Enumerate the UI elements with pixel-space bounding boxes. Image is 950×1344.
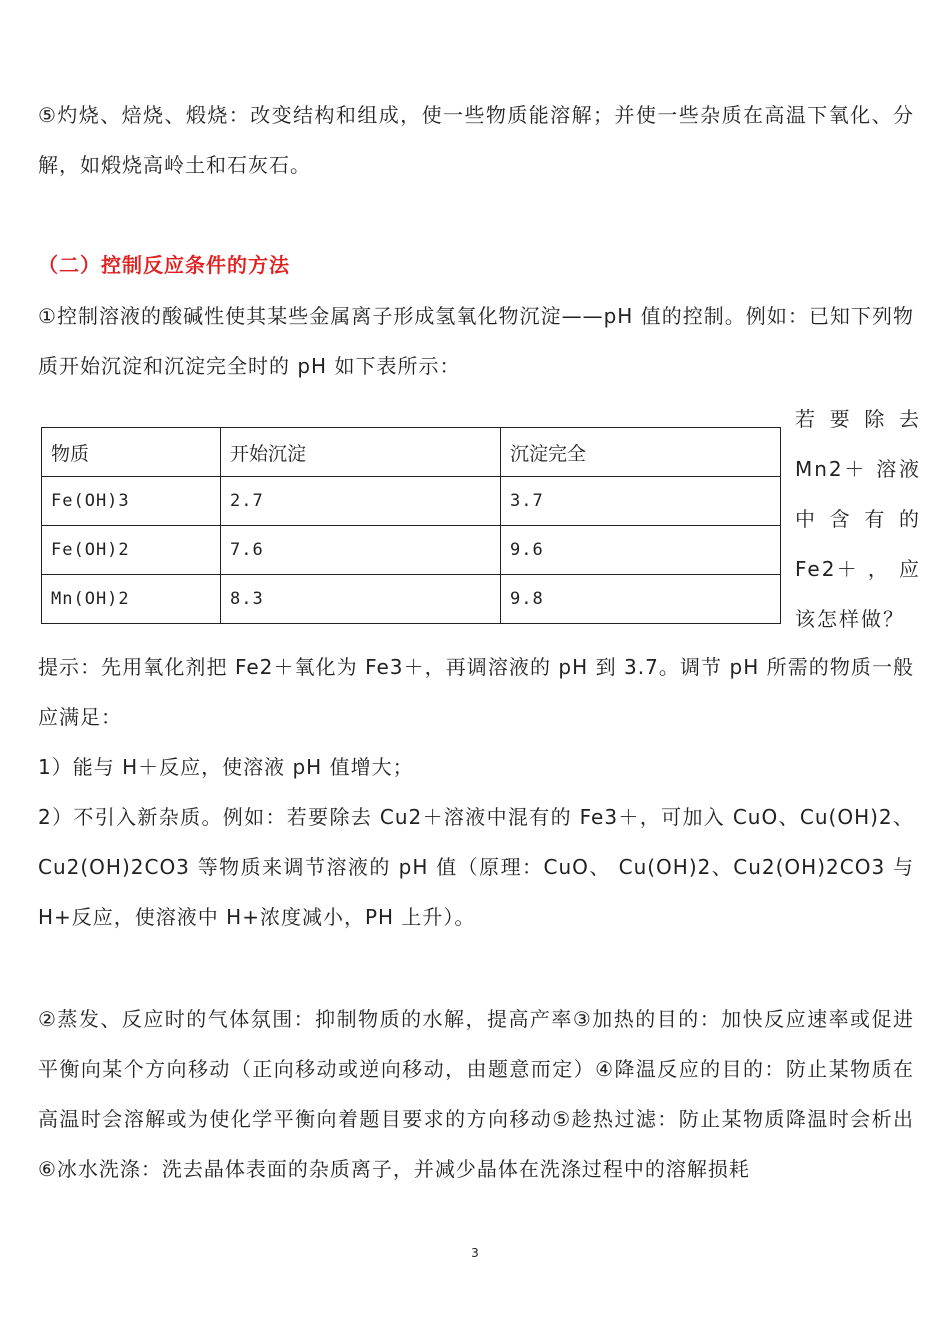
table-header-row — [42, 428, 781, 477]
condition-1: 1）能与 H＋反应，使溶液 pH 值增大； — [38, 755, 414, 779]
paragraph-ph-control: ①控制溶液的酸碱性使其某些金属离子形成氢氧化物沉淀——pH 值的控制。例如：已知下列物质开始沉淀和沉淀完全时的 pH 如下表所示： — [38, 304, 914, 378]
table-header-cell: 开始沉淀 — [221, 428, 501, 477]
table-cell: 9.6 — [501, 526, 781, 575]
paragraph-calcination: ⑤灼烧、焙烧、煅烧：改变结构和组成，使一些物质能溶解；并使一些杂质在高温下氧化、分解，如煅烧高岭土和石灰石。 — [38, 103, 914, 177]
table-row — [42, 477, 781, 526]
side-question-line: Mn2＋ 溶液 — [795, 457, 921, 481]
table-row — [42, 575, 781, 624]
side-question — [795, 394, 921, 644]
side-question-line: 若要除去 — [795, 407, 921, 431]
side-question-line: Fe2＋ ， 应 — [795, 557, 921, 581]
section-heading: （二）控制反应条件的方法 — [38, 253, 290, 277]
condition-2: 2）不引入新杂质。例如：若要除去 Cu2＋溶液中混有的 Fe3＋，可加入 CuO、Cu(OH)2、 Cu2(OH)2CO3 等物质来调节溶液的 pH 值（原理：CuO、 Cu(OH)2、Cu2(OH)2CO3 与 H+反应，使溶液中 H+浓度减小，PH 上升）。 — [38, 805, 914, 929]
table-header-cell: 沉淀完全 — [501, 428, 781, 477]
side-question-line: 该怎样做？ — [795, 607, 905, 631]
side-question-line: 中含有的 — [795, 507, 921, 531]
table-cell: Fe(OH)3 — [42, 477, 221, 526]
table-cell: 2.7 — [221, 477, 501, 526]
table-cell: 9.8 — [501, 575, 781, 624]
page-number: 3 — [471, 1246, 479, 1260]
paragraph-hint: 提示：先用氧化剂把 Fe2＋氧化为 Fe3＋，再调溶液的 pH 到 3.7。调节 pH 所需的物质一般应满足： — [38, 655, 914, 729]
table-cell: 8.3 — [221, 575, 501, 624]
ph-table — [41, 427, 781, 624]
table-cell: 3.7 — [501, 477, 781, 526]
table-row — [42, 526, 781, 575]
paragraph-conditions: ②蒸发、反应时的气体氛围：抑制物质的水解，提高产率③加热的目的：加快反应速率或促进平衡向某个方向移动（正向移动或逆向移动，由题意而定）④降温反应的目的：防止某物质在高温时会溶解或为使化学平衡向着题目要求的方向移动⑤趁热过滤：防止某物质降温时会析出⑥冰水洗涤：洗去晶体表面的杂质离子，并减少晶体在洗涤过程中的溶解损耗 — [38, 1007, 914, 1181]
table-header-cell: 物质 — [42, 428, 221, 477]
table-cell: Fe(OH)2 — [42, 526, 221, 575]
table-cell: Mn(OH)2 — [42, 575, 221, 624]
table-cell: 7.6 — [221, 526, 501, 575]
